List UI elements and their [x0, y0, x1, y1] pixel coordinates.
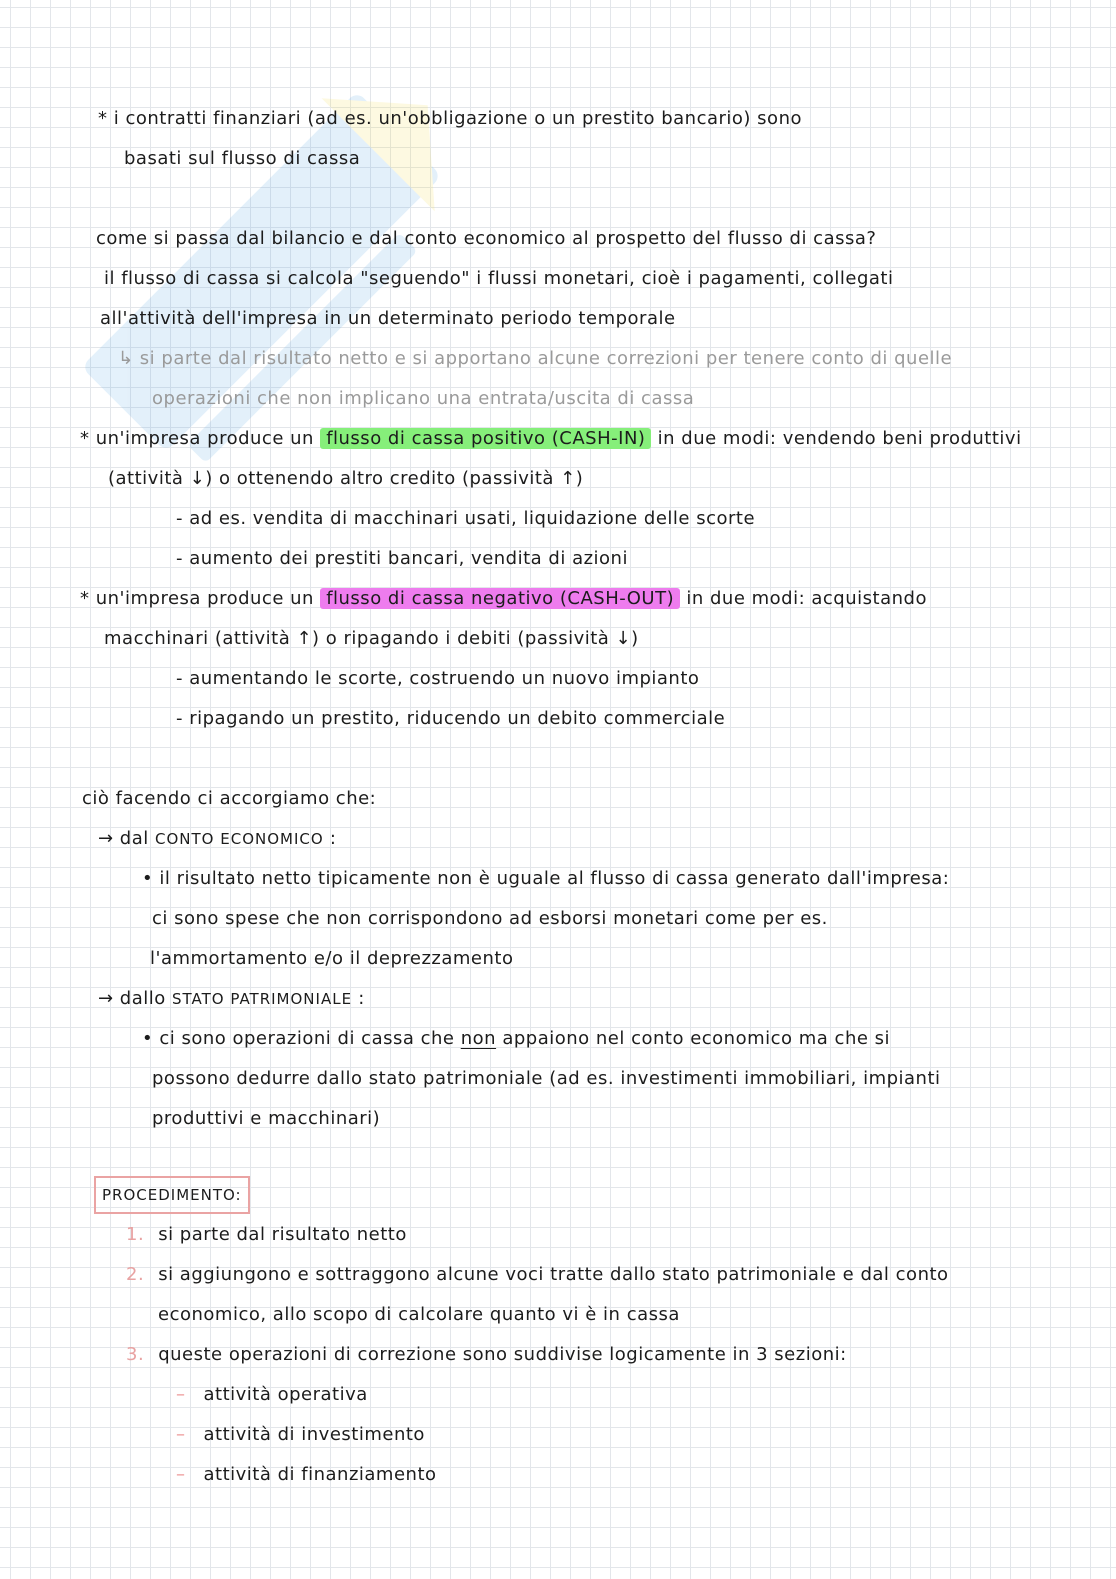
note-line-9: (attività ↓) o ottenendo altro credito (passività ↑) [108, 468, 584, 489]
note-line-13: macchinari (attività ↑) o ripagando i debiti (passività ↓) [104, 628, 639, 649]
procedimento-label: PROCEDIMENTO: [94, 1176, 250, 1214]
step-2 [126, 1262, 949, 1288]
step-2-number: 2. [126, 1264, 145, 1285]
cash-in-tail: in due modi: vendendo beni produttivi [657, 428, 1022, 449]
cash-out-lead: * un'impresa produce un [80, 588, 314, 609]
step-2-text: si aggiungono e sottraggono alcune voci tratte dallo stato patrimoniale e dal conto [158, 1264, 949, 1285]
underlined-non: non [460, 1028, 497, 1049]
step-1 [126, 1222, 407, 1248]
conto-economico-lead: → dal [98, 828, 149, 849]
cash-in-highlight: flusso di cassa positivo (CASH-IN) [320, 428, 651, 449]
note-question: come si passa dal bilancio e dal conto economico al prospetto del flusso di cassa? [96, 228, 877, 249]
conto-economico-heading [98, 826, 336, 852]
section-finanziamento-text: attività di finanziamento [203, 1464, 437, 1485]
stato-patrimoniale-colon: : [358, 988, 365, 1009]
note-line-19: ci sono spese che non corrispondono ad esborsi monetari come per es. [152, 908, 828, 929]
stato-patrimoniale-caps: STATO PATRIMONIALE [172, 990, 353, 1008]
note-line-5: all'attività dell'impresa in un determinato periodo temporale [100, 308, 676, 329]
section-operativa-text: attività operativa [203, 1384, 368, 1405]
note-line-22-tail: appaiono nel conto economico ma che si [502, 1028, 891, 1049]
section-finanziamento-dash: – [176, 1464, 186, 1485]
step-3-number: 3. [126, 1344, 145, 1365]
cash-in-example-2: - aumento dei prestiti bancari, vendita di azioni [176, 548, 628, 569]
note-line-18: • il risultato netto tipicamente non è uguale al flusso di cassa generato dall'impresa: [142, 868, 950, 889]
stato-patrimoniale-lead: → dallo [98, 988, 166, 1009]
note-line-4: il flusso di cassa si calcola "seguendo" i flussi monetari, cioè i pagamenti, collegati [104, 268, 894, 289]
note-gray-line-2: operazioni che non implicano una entrata/uscita di cassa [152, 388, 695, 409]
conto-economico-caps: CONTO ECONOMICO [155, 830, 324, 848]
cash-out-example-1: - aumentando le scorte, costruendo un nuovo impianto [176, 668, 700, 689]
note-line-20: l'ammortamento e/o il deprezzamento [150, 948, 514, 969]
note-line-22-lead: • ci sono operazioni di cassa che [142, 1028, 455, 1049]
procedimento-box [94, 1176, 250, 1214]
step-2-continued: economico, allo scopo di calcolare quanto vi è in cassa [158, 1304, 680, 1325]
cash-in-example-1: - ad es. vendita di macchinari usati, liquidazione delle scorte [176, 508, 756, 529]
cash-out-tail: in due modi: acquistando [686, 588, 927, 609]
note-line-1: * i contratti finanziari (ad es. un'obbligazione o un prestito bancario) sono [98, 108, 802, 129]
section-investimento-text: attività di investimento [203, 1424, 425, 1445]
step-3-text: queste operazioni di correzione sono suddivise logicamente in 3 sezioni: [158, 1344, 847, 1365]
note-gray-line-1: ↳ si parte dal risultato netto e si apportano alcune correzioni per tenere conto di quelle [118, 348, 953, 369]
note-line-16: ciò facendo ci accorgiamo che: [82, 788, 377, 809]
section-investimento-dash: – [176, 1424, 186, 1445]
note-line-22 [142, 1026, 890, 1052]
section-investimento [176, 1422, 425, 1448]
cash-in-lead: * un'impresa produce un [80, 428, 314, 449]
step-1-text: si parte dal risultato netto [158, 1224, 407, 1245]
section-finanziamento [176, 1462, 437, 1488]
step-3 [126, 1342, 847, 1368]
cash-out-line [80, 586, 927, 612]
note-line-24: produttivi e macchinari) [152, 1108, 381, 1129]
cash-out-example-2: - ripagando un prestito, riducendo un debito commerciale [176, 708, 726, 729]
step-1-number: 1. [126, 1224, 145, 1245]
note-line-23: possono dedurre dallo stato patrimoniale (ad es. investimenti immobiliari, impianti [152, 1068, 941, 1089]
cash-in-line [80, 426, 1022, 452]
stato-patrimoniale-heading [98, 986, 365, 1012]
conto-economico-colon: : [329, 828, 337, 849]
note-line-2: basati sul flusso di cassa [124, 148, 361, 169]
cash-out-highlight: flusso di cassa negativo (CASH-OUT) [320, 588, 680, 609]
section-operativa [176, 1382, 368, 1408]
section-operativa-dash: – [176, 1384, 186, 1405]
